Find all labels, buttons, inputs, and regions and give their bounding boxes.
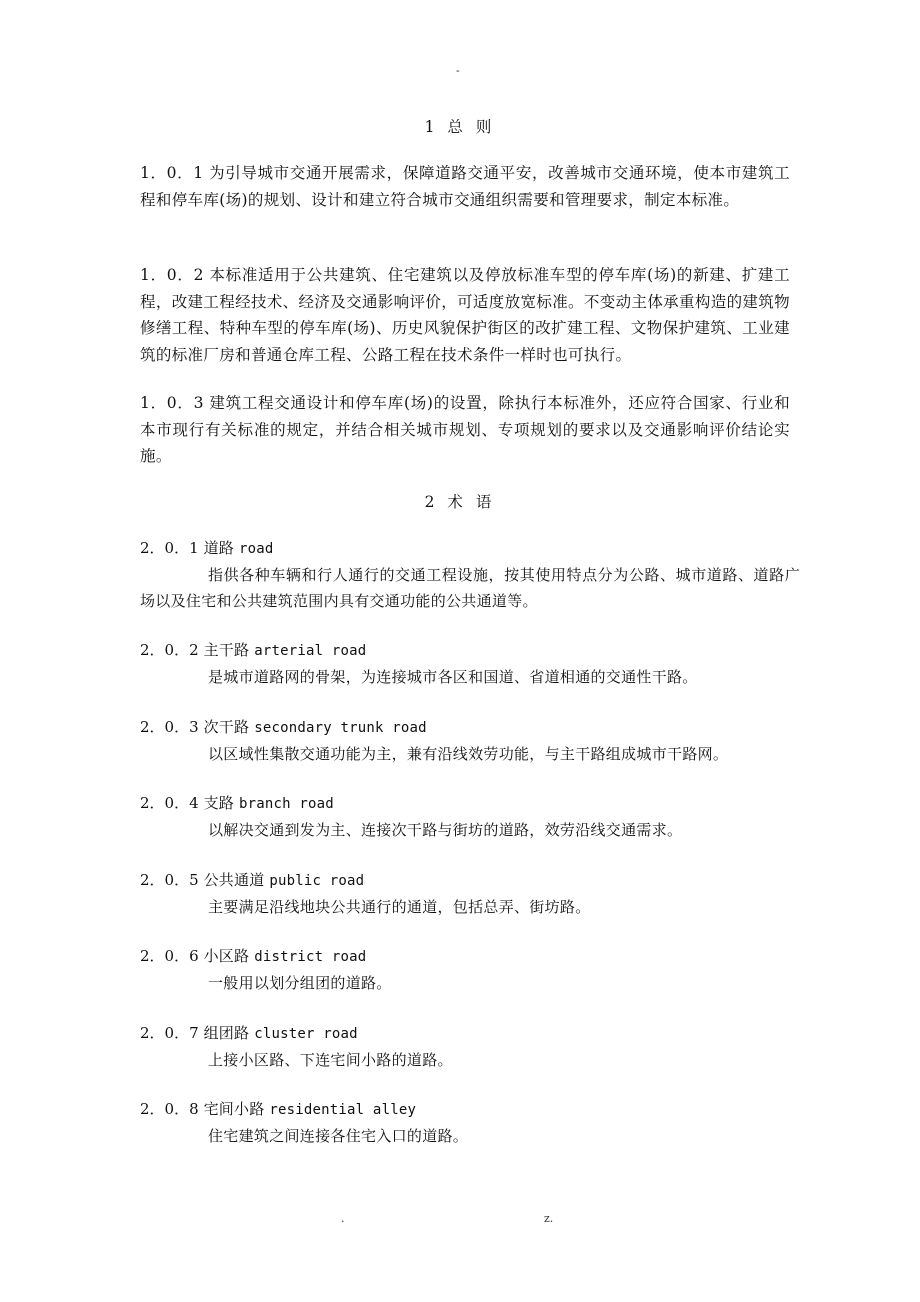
footer-left-mark: .: [341, 1212, 345, 1225]
term-entry-public-road: [140, 867, 800, 920]
term-definition: 上接小区路、下连宅间小路的道路。: [208, 1051, 453, 1069]
term-heading: [140, 790, 800, 817]
term-definition: 以解决交通到发为主、连接次干路与街坊的道路，效劳沿线交通需求。: [208, 821, 683, 839]
term-number: 2．0．7: [140, 1024, 199, 1042]
term-definition: 一般用以划分组团的道路。: [208, 974, 392, 992]
term-english: branch road: [238, 796, 334, 812]
term-definition: 指供各种车辆和行人通行的交通工程设施，按其使用特点分为公路、城市道路、道路广场以及住宅和公共建筑范围内具有交通功能的公共通道等。: [140, 566, 800, 610]
term-entry-secondary-trunk-road: [140, 714, 800, 767]
clause-1-0-1: 1．0．1 为引导城市交通开展需求，保障道路交通平安，改善城市交通环境，使本市建筑工程和停车库(场)的规划、设计和建立符合城市交通组织需要和管理要求，制定本标准。: [140, 164, 790, 209]
section-title-general: 1 总 则: [424, 118, 496, 136]
term-english: arterial road: [254, 643, 367, 659]
term-number: 2．0．1: [140, 539, 199, 557]
term-english: cluster road: [254, 1026, 358, 1042]
clause-1-0-3: 1．0．3 建筑工程交通设计和停车库(场)的设置，除执行本标准外，还应符合国家、行业和本市现行有关标准的规定，并结合相关城市规划、专项规划的要求以及交通影响评价结论实施。: [140, 394, 790, 465]
term-number: 2．0．5: [140, 871, 199, 889]
header-mark: -: [456, 64, 460, 77]
term-definition: 以区域性集散交通功能为主，兼有沿线效劳功能，与主干路组成城市干路网。: [208, 745, 729, 763]
term-heading: [140, 1020, 800, 1047]
term-entry-residential-alley: [140, 1096, 800, 1149]
term-english: district road: [254, 949, 367, 965]
term-heading: [140, 535, 800, 562]
term-heading: [140, 943, 800, 970]
term-definition: 主要满足沿线地块公共通行的通道，包括总弄、街坊路。: [208, 898, 591, 916]
term-entry-branch-road: [140, 790, 800, 843]
term-entry-road: [140, 535, 800, 614]
term-english: residential alley: [269, 1102, 417, 1118]
term-heading: [140, 1096, 800, 1123]
term-entry-cluster-road: [140, 1020, 800, 1073]
term-chinese: 宅间小路: [203, 1100, 265, 1118]
term-english: road: [238, 541, 274, 557]
term-number: 2．0．8: [140, 1100, 199, 1118]
term-chinese: 小区路: [203, 947, 250, 965]
term-number: 2．0．6: [140, 947, 199, 965]
section-title-terms: 2 术 语: [424, 493, 496, 511]
term-definition: 住宅建筑之间连接各住宅入口的道路。: [208, 1127, 469, 1145]
clause-1-0-2: 1．0．2 本标准适用于公共建筑、住宅建筑以及停放标准车型的停车库(场)的新建、扩建工程，改建工程经技术、经济及交通影响评价，可适度放宽标准。不变动主体承重构造的建筑物修缮工程、特种车型的停车库(场)、历史风貌保护街区的改扩建工程、文物保护建筑、工业建筑的标准厂房和普通仓库工程、公路工程在技术条件一样时也可执行。: [140, 266, 790, 364]
term-heading: [140, 637, 800, 664]
term-chinese: 道路: [203, 539, 235, 557]
term-chinese: 公共通道: [203, 871, 265, 889]
term-chinese: 主干路: [203, 641, 250, 659]
term-entry-arterial-road: [140, 637, 800, 690]
term-heading: [140, 867, 800, 894]
term-chinese: 支路: [203, 794, 235, 812]
footer-right-mark: z.: [544, 1212, 554, 1225]
term-chinese: 组团路: [203, 1024, 250, 1042]
term-english: public road: [269, 873, 365, 889]
term-number: 2．0．4: [140, 794, 199, 812]
term-english: secondary trunk road: [254, 720, 427, 736]
term-number: 2．0．2: [140, 641, 199, 659]
term-heading: [140, 714, 800, 741]
term-entry-district-road: [140, 943, 800, 996]
term-definition: 是城市道路网的骨架，为连接城市各区和国道、省道相通的交通性干路。: [208, 668, 698, 686]
term-chinese: 次干路: [203, 718, 250, 736]
term-number: 2．0．3: [140, 718, 199, 736]
